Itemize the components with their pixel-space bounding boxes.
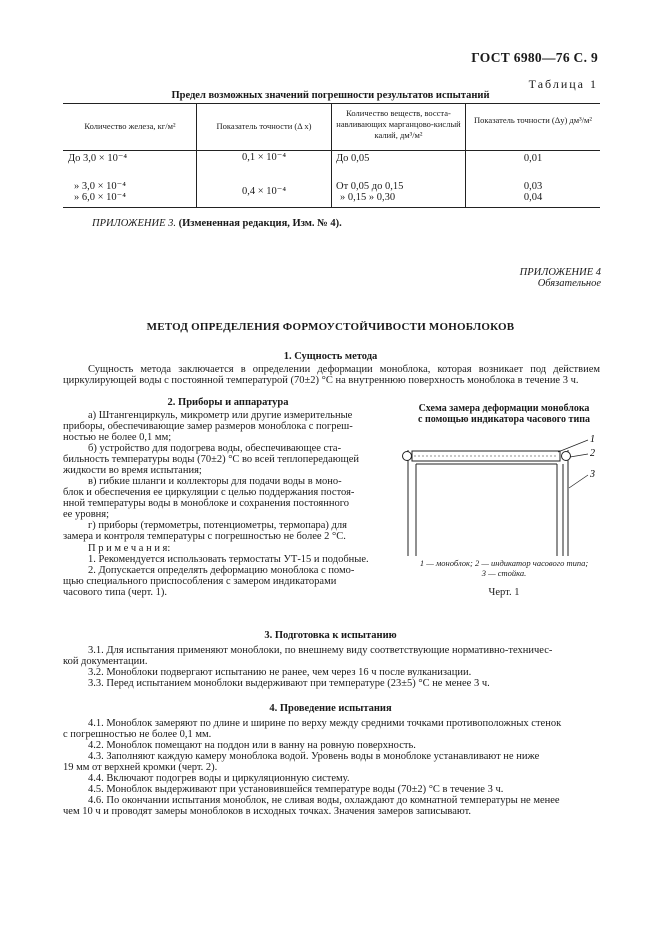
section-2-line: в) гибкие шланги и коллекторы для подачи воды в моно- [88, 476, 342, 487]
appendix3-label: ПРИЛОЖЕНИЕ 3. [92, 218, 176, 229]
section-2-line: г) приборы (термометры, потенциометры, термопара) для [88, 520, 347, 531]
figure-caption: Черт. 1 [488, 587, 520, 598]
figure-title-line: Схема замера деформации моноблока [418, 403, 590, 414]
callout-1: 1 [590, 434, 595, 445]
table-cell-accuracy-y: 0,03 [523, 181, 543, 192]
appendix3-note [92, 218, 342, 229]
table-caption: Предел возможных значений погрешности результатов испытаний [171, 90, 490, 101]
section-2-line: жидкости во время испытания; [63, 465, 202, 476]
section-4-line: с погрешностью не более 0,1 мм. [63, 729, 212, 740]
table-cell-accuracy-x: 0,1 × 10⁻⁴ [242, 152, 286, 163]
section-2-line: б) устройство для подогрева воды, обеспечивающее ста- [88, 443, 342, 454]
section-2-line: нной температуры воды в моноблоке и сохранения постоянного [63, 498, 350, 509]
table-cell-iron: До 3,0 × 10⁻⁴ [68, 153, 128, 164]
table-cell-accuracy-x: 0,4 × 10⁻⁴ [242, 186, 286, 197]
figure-legend-line: 1 — моноблок; 2 — индикатор часового типа; [419, 558, 589, 568]
section-3-heading: 3. Подготовка к испытанию [264, 630, 397, 641]
section-4-line: 4.3. Заполняют каждую камеру моноблока водой. Уровень воды в моноблоке устанавливают не ниже [88, 751, 540, 762]
section-2-line: 1. Рекомендуется использовать термостаты УТ-15 и подобные. [88, 554, 369, 565]
figure-title [399, 403, 609, 425]
table-header-accuracy-x: Показатель точности (Δ x) [216, 121, 312, 131]
section-2-line: ее уровня; [63, 509, 110, 520]
table-bottom-rule [63, 207, 600, 208]
section-2-line: щью специального приспособления с замером индикаторами [63, 576, 337, 587]
section-4-line: 4.4. Включают подогрев воды и циркуляционную систему. [88, 773, 350, 784]
table-cell-substances: » 0,15 » 0,30 [340, 192, 396, 203]
table-cell-accuracy-y: 0,04 [523, 192, 543, 203]
page-header: ГОСТ 6980—76 С. 9 [471, 50, 598, 65]
section-4-line: 19 мм от верхней кромки (черт. 2). [63, 762, 218, 773]
table-header-iron: Количество железа, кг/м² [84, 121, 176, 131]
section-4-line: 4.5. Моноблок выдерживают при установившейся температуре воды (70±2) °С в течение 3 ч. [88, 784, 504, 795]
indicator-left [403, 452, 412, 461]
section-3-line: 3.3. Перед испытанием моноблоки выдерживают при температуре (23±5) °С не менее 3 ч. [88, 678, 490, 689]
section-4-heading: 4. Проведение испытания [269, 703, 392, 714]
section-1-heading: 1. Сущность метода [283, 351, 378, 362]
table-header-substances: Количество веществ, восста-навливающих марганцово-кислый калий, дм³/м² [336, 108, 461, 140]
section-4-line: 4.2. Моноблок помещают на поддон или в ванну на ровную поверхность. [88, 740, 416, 751]
section-2-line: блок и обеспечения ее циркуляции с целью поддержания постоя- [63, 487, 355, 498]
section-3-line: 3.1. Для испытания применяют моноблоки, по внешнему виду соответствующие нормативно-техничес- [88, 645, 553, 656]
section-4-text [63, 718, 600, 817]
notes-heading: П р и м е ч а н и я: [88, 543, 171, 554]
leader-2 [570, 454, 588, 457]
table-cell-substances: До 0,05 [336, 153, 370, 164]
callout-3: 3 [590, 469, 595, 480]
appendix4-status: Обязательное [537, 278, 601, 289]
figure-title-line: с помощью индикатора часового типа [418, 414, 590, 425]
table-number: Таблица 1 [528, 77, 598, 91]
section-3-line: кой документации. [63, 656, 148, 667]
table-col-divider [331, 103, 332, 207]
section-2-text [63, 410, 381, 598]
section-2-line: а) Штангенциркуль, микрометр или другие измерительные [88, 410, 353, 421]
figure-legend-line: 3 — стойка. [481, 568, 527, 578]
leader-1 [558, 440, 588, 452]
section-4-line: 4.1. Моноблок замеряют по длине и ширине по верху между средними точками противоположных стенок [88, 718, 562, 729]
leader-3 [569, 475, 588, 488]
figure-diagram [396, 428, 606, 558]
indicator-right [562, 452, 571, 461]
appendix3-text: (Измененная редакция, Изм. № 4). [178, 218, 342, 229]
callout-2: 2 [590, 448, 595, 459]
section-4-line: чем 10 ч и проводят замеры моноблоков в исходных точках. Значения замеров записывают. [63, 806, 472, 817]
figure-legend [395, 558, 613, 578]
section-2-line: ностью не более 0,1 мм; [63, 432, 172, 443]
section-1-line: Сущность метода заключается в определении деформации моноблока, которая возникает под действием [88, 364, 600, 375]
table-header-accuracy-y: Показатель точности (Δy) дм³/м² [474, 115, 592, 125]
section-1-line: циркулирующей воды с постоянной температурой (70±2) °С на внутреннюю поверхность моноблока в течение 3 ч. [63, 375, 579, 386]
section-2-line: бильность температуры воды (70±2) °С во всей теплопередающей [63, 454, 360, 465]
appendix4-label: ПРИЛОЖЕНИЕ 4 [519, 267, 601, 278]
section-2-line: приборы, обеспечивающие замер размеров моноблока с погреш- [63, 421, 353, 432]
section-2-line: 2. Допускается определять деформацию моноблока с помо- [88, 565, 355, 576]
section-2-line: замера и контроля температуры с погрешностью не более 2 °С. [63, 531, 346, 542]
section-2-line: часового типа (черт. 1). [63, 587, 167, 598]
table-cell-iron: » 3,0 × 10⁻⁴ [74, 181, 126, 192]
section-2-heading: 2. Приборы и аппаратура [167, 397, 289, 408]
section-1-text [63, 364, 600, 386]
section-3-line: 3.2. Моноблоки подвергают испытанию не ранее, чем через 16 ч после вулканизации. [88, 667, 472, 678]
table-cell-accuracy-y: 0,01 [523, 153, 543, 164]
table-cell-iron: » 6,0 × 10⁻⁴ [74, 192, 126, 203]
section-3-text [63, 645, 600, 689]
table-cell-substances: От 0,05 до 0,15 [336, 181, 404, 192]
document-title: МЕТОД ОПРЕДЕЛЕНИЯ ФОРМОУСТОЙЧИВОСТИ МОНОБЛОКОВ [146, 321, 515, 333]
section-4-line: 4.6. По окончании испытания моноблок, не сливая воды, охлаждают до комнатной температуры не менее [88, 795, 560, 806]
